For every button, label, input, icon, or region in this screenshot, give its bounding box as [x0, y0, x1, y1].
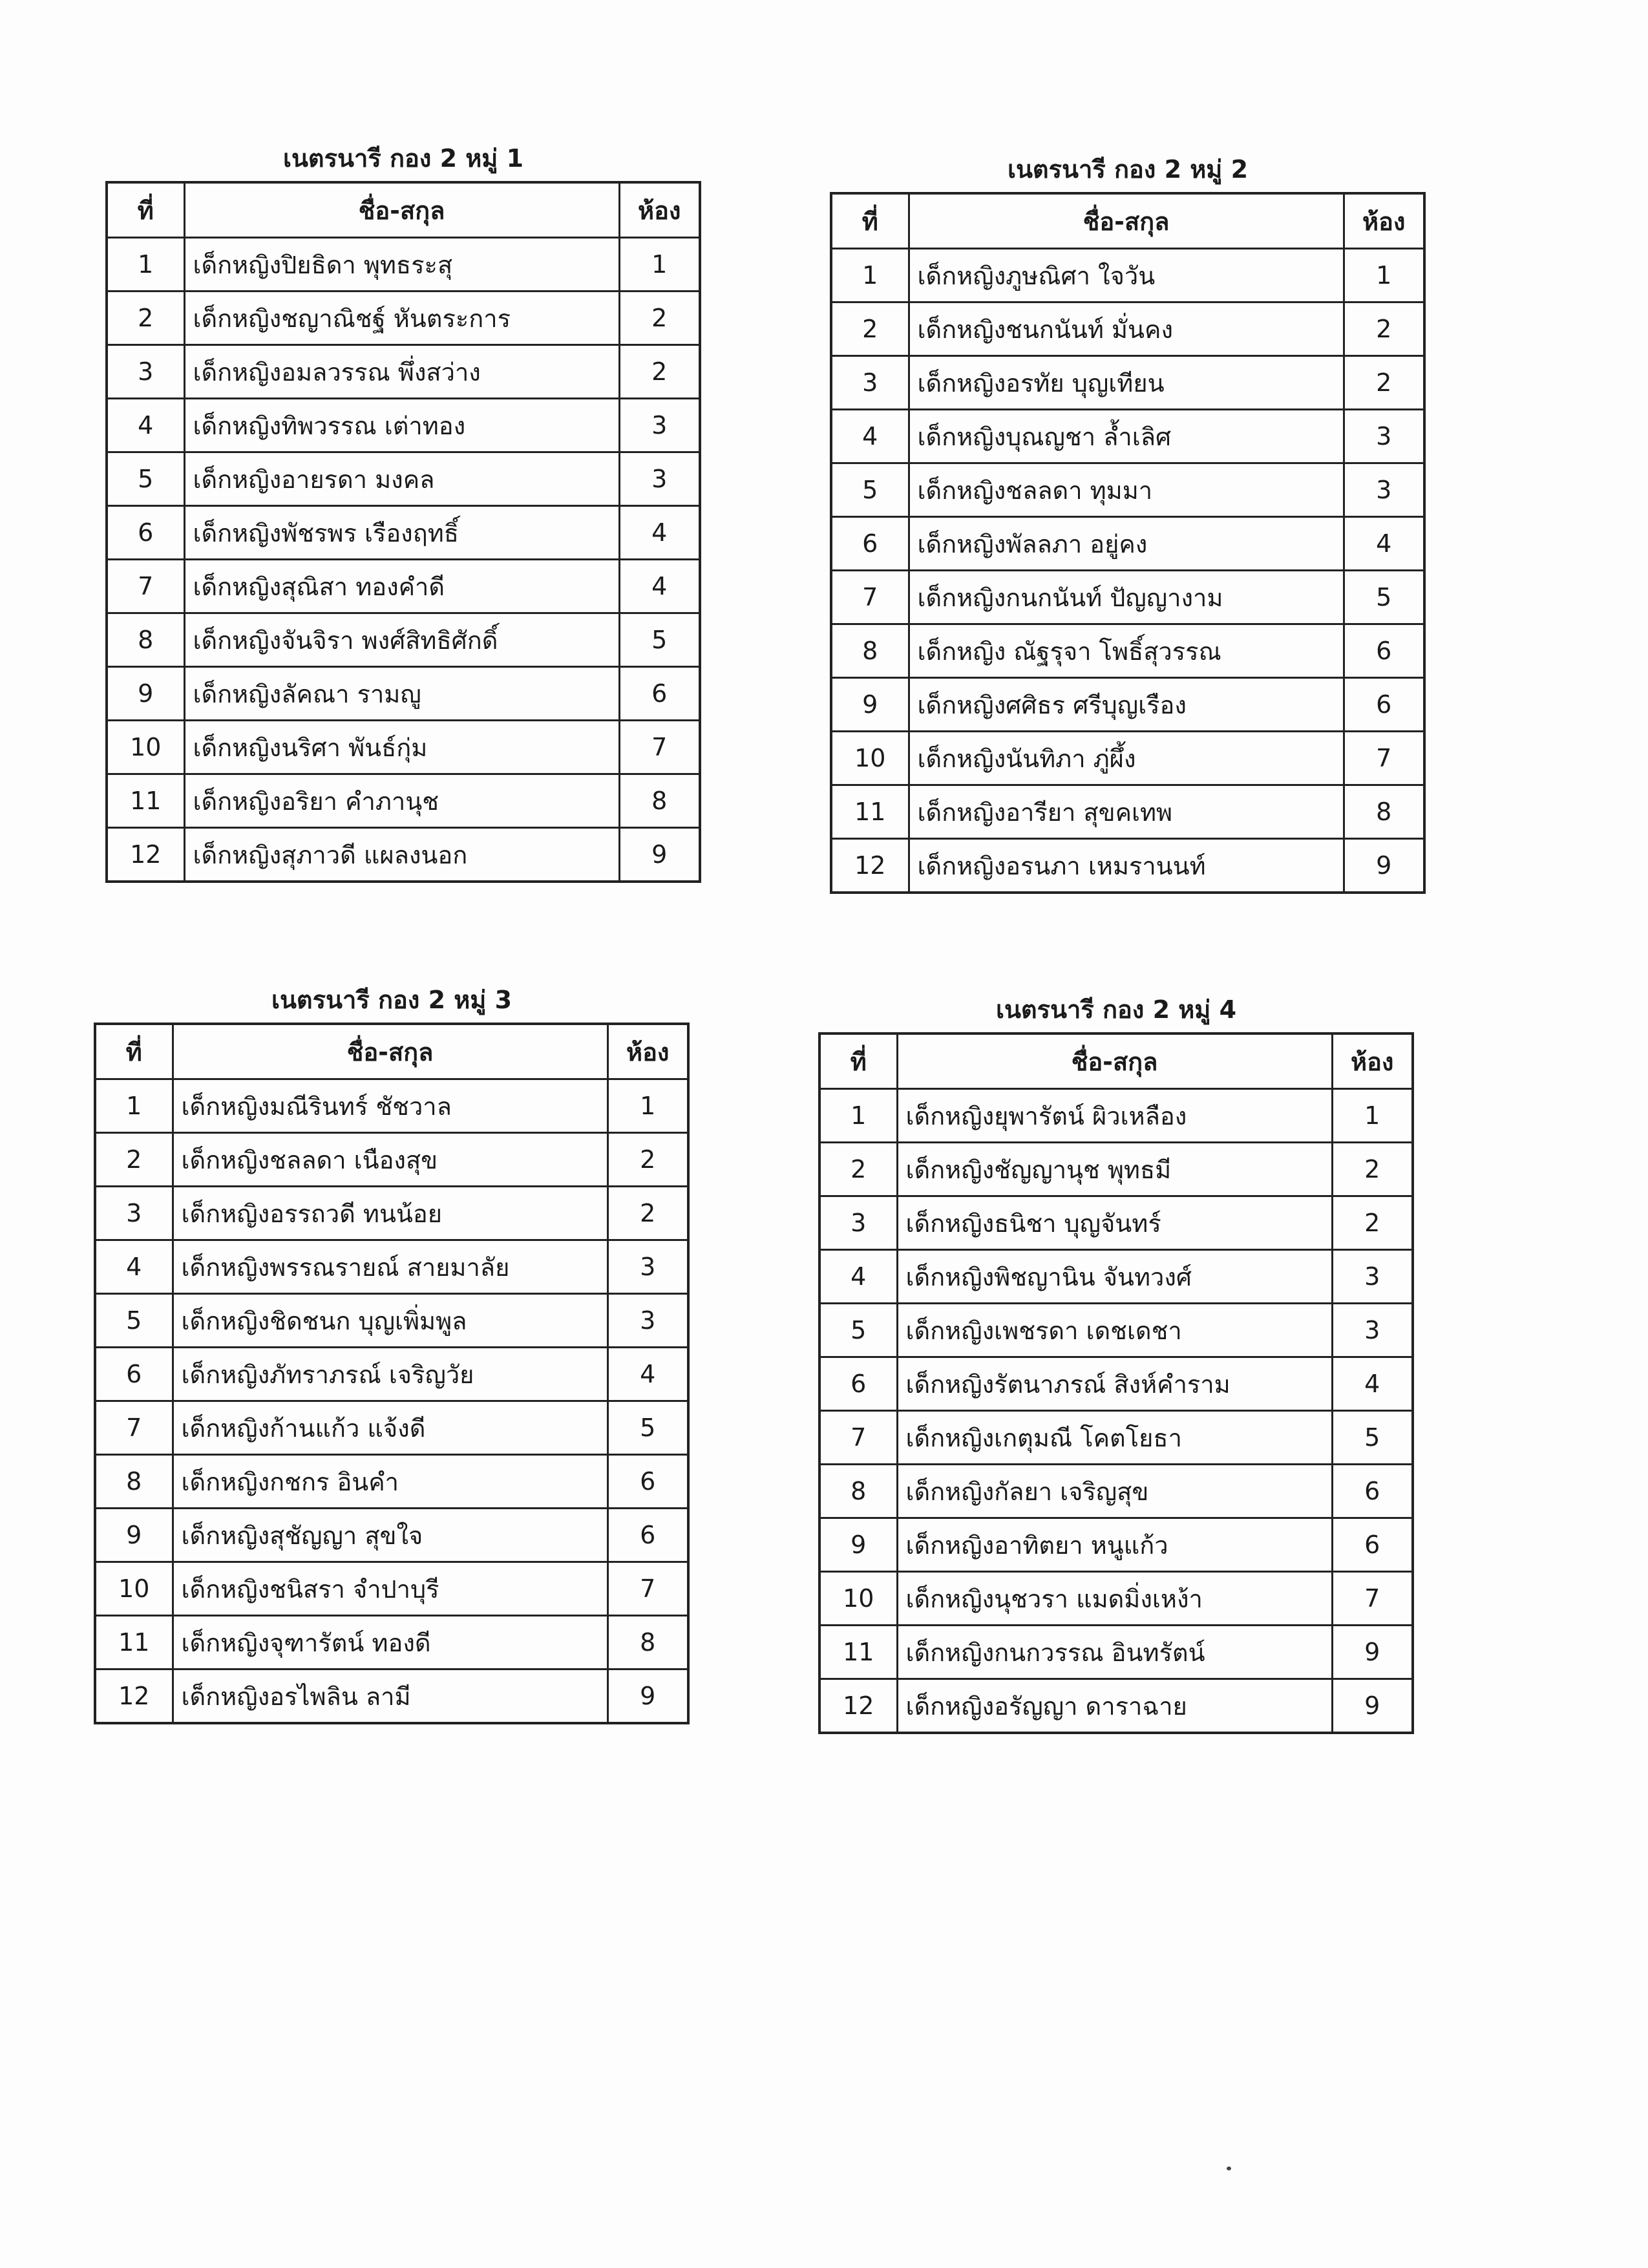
student-name: เด็กหญิงจันจิรา พงศ์สิทธิศักดิ์ — [184, 613, 619, 667]
table-row — [95, 1509, 688, 1562]
table-row — [95, 1348, 688, 1401]
row-number: 4 — [107, 399, 184, 452]
table-row — [819, 1357, 1413, 1411]
row-number: 10 — [95, 1562, 173, 1616]
row-number: 5 — [107, 452, 184, 506]
table-row — [819, 1518, 1413, 1572]
table-row — [107, 828, 700, 882]
column-header-no: ที่ — [95, 1024, 173, 1079]
roster-title: เนตรนารี กอง 2 หมู่ 1 — [282, 144, 524, 173]
column-header-no: ที่ — [107, 182, 184, 238]
student-name: เด็กหญิงยุพารัตน์ ผิวเหลือง — [897, 1089, 1332, 1143]
room-number: 8 — [607, 1616, 688, 1669]
student-name: เด็กหญิงรัตนาภรณ์ สิงห์คำราม — [897, 1357, 1332, 1411]
column-header-room: ห้อง — [607, 1024, 688, 1079]
table-row — [107, 345, 700, 399]
student-name: เด็กหญิง ณัฐรุจา โพธิ์สุวรรณ — [909, 624, 1344, 678]
student-name: เด็กหญิงกนกวรรณ อินทรัตน์ — [897, 1626, 1332, 1679]
room-number: 4 — [607, 1348, 688, 1401]
row-number: 6 — [107, 506, 184, 560]
student-name: เด็กหญิงทิพวรรณ เต่าทอง — [184, 399, 619, 452]
table-row — [107, 399, 700, 452]
student-name: เด็กหญิงชิดชนก บุญเพิ่มพูล — [173, 1294, 607, 1348]
student-name: เด็กหญิงอรัญญา ดาราฉาย — [897, 1679, 1332, 1733]
student-name: เด็กหญิงอรทัย บุญเทียน — [909, 356, 1344, 410]
row-number: 12 — [819, 1679, 897, 1733]
table-row — [107, 774, 700, 828]
room-number: 9 — [619, 828, 700, 882]
table-row — [831, 249, 1424, 302]
table-row — [95, 1187, 688, 1240]
room-number: 3 — [1344, 410, 1424, 463]
room-number: 5 — [1332, 1411, 1413, 1465]
row-number: 10 — [831, 732, 909, 785]
student-name: เด็กหญิงอรนภา เหมรานนท์ — [909, 839, 1344, 893]
row-number: 11 — [831, 785, 909, 839]
column-header-name: ชื่อ-สกุล — [173, 1024, 607, 1079]
row-number: 10 — [819, 1572, 897, 1626]
row-number: 1 — [831, 249, 909, 302]
row-number: 3 — [831, 356, 909, 410]
room-number: 7 — [1344, 732, 1424, 785]
room-number: 4 — [1332, 1357, 1413, 1411]
table-row — [107, 452, 700, 506]
row-number: 8 — [819, 1465, 897, 1518]
column-header-name: ชื่อ-สกุล — [897, 1033, 1332, 1089]
table-row — [95, 1240, 688, 1294]
room-number: 2 — [1332, 1196, 1413, 1250]
room-number: 9 — [607, 1669, 688, 1724]
student-name: เด็กหญิงอรรถวดี ทนน้อย — [173, 1187, 607, 1240]
room-number: 9 — [1332, 1679, 1413, 1733]
column-header-room: ห้อง — [1332, 1033, 1413, 1089]
table-row — [107, 667, 700, 721]
student-name: เด็กหญิงสุชัญญา สุขใจ — [173, 1509, 607, 1562]
student-name: เด็กหญิงสุณิสา ทองคำดี — [184, 560, 619, 613]
row-number: 1 — [107, 238, 184, 291]
table-header-row — [819, 1033, 1413, 1089]
row-number: 7 — [831, 571, 909, 624]
table-row — [831, 571, 1424, 624]
table-row — [107, 613, 700, 667]
table-row — [819, 1250, 1413, 1304]
table-row — [107, 506, 700, 560]
row-number: 8 — [831, 624, 909, 678]
table-row — [831, 678, 1424, 732]
student-name: เด็กหญิงนุชวรา แมดมิ่งเหง้า — [897, 1572, 1332, 1626]
row-number: 4 — [819, 1250, 897, 1304]
room-number: 1 — [607, 1079, 688, 1133]
room-number: 2 — [1332, 1143, 1413, 1196]
table-row — [831, 785, 1424, 839]
student-name: เด็กหญิงภูษณิศา ใจวัน — [909, 249, 1344, 302]
table-row — [819, 1089, 1413, 1143]
table-row — [831, 302, 1424, 356]
student-name: เด็กหญิงเพชรดา เดชเดชา — [897, 1304, 1332, 1357]
student-name: เด็กหญิงภัทราภรณ์ เจริญวัย — [173, 1348, 607, 1401]
student-name: เด็กหญิงชัญญานุช พุทธมี — [897, 1143, 1332, 1196]
table-row — [831, 356, 1424, 410]
row-number: 3 — [95, 1187, 173, 1240]
student-name: เด็กหญิงอารียา สุขคเทพ — [909, 785, 1344, 839]
student-name: เด็กหญิงกัลยา เจริญสุข — [897, 1465, 1332, 1518]
student-name: เด็กหญิงนันทิภา ภู่ผึ้ง — [909, 732, 1344, 785]
room-number: 5 — [1344, 571, 1424, 624]
room-number: 2 — [607, 1187, 688, 1240]
row-number: 2 — [831, 302, 909, 356]
roster-title: เนตรนารี กอง 2 หมู่ 4 — [995, 995, 1237, 1024]
roster-group-3 — [94, 977, 690, 1724]
room-number: 3 — [619, 452, 700, 506]
row-number: 10 — [107, 721, 184, 774]
room-number: 6 — [607, 1455, 688, 1509]
roster-group-1 — [105, 136, 701, 883]
room-number: 2 — [619, 291, 700, 345]
table-row — [819, 1143, 1413, 1196]
table-header-row — [107, 182, 700, 238]
room-number: 2 — [1344, 302, 1424, 356]
room-number: 9 — [1332, 1626, 1413, 1679]
room-number: 3 — [1332, 1304, 1413, 1357]
room-number: 7 — [619, 721, 700, 774]
row-number: 6 — [819, 1357, 897, 1411]
table-row — [819, 1679, 1413, 1733]
table-row — [95, 1562, 688, 1616]
row-number: 9 — [95, 1509, 173, 1562]
table-row — [831, 732, 1424, 785]
room-number: 6 — [1344, 678, 1424, 732]
room-number: 3 — [619, 399, 700, 452]
table-row — [831, 463, 1424, 517]
room-number: 4 — [1344, 517, 1424, 571]
table-header-row — [831, 193, 1424, 249]
room-number: 5 — [619, 613, 700, 667]
table-row — [831, 624, 1424, 678]
room-number: 3 — [1344, 463, 1424, 517]
room-number: 1 — [619, 238, 700, 291]
table-row — [819, 1411, 1413, 1465]
student-name: เด็กหญิงธนิชา บุญจันทร์ — [897, 1196, 1332, 1250]
student-name: เด็กหญิงปิยธิดา พุทธระสุ — [184, 238, 619, 291]
row-number: 4 — [95, 1240, 173, 1294]
row-number: 6 — [95, 1348, 173, 1401]
room-number: 2 — [1344, 356, 1424, 410]
student-name: เด็กหญิงชลลดา ทุมมา — [909, 463, 1344, 517]
student-name: เด็กหญิงลัคณา รามญู — [184, 667, 619, 721]
table-row — [819, 1304, 1413, 1357]
room-number: 2 — [619, 345, 700, 399]
row-number: 5 — [831, 463, 909, 517]
student-name: เด็กหญิงอาทิตยา หนูแก้ว — [897, 1518, 1332, 1572]
room-number: 9 — [1344, 839, 1424, 893]
room-number: 8 — [1344, 785, 1424, 839]
student-name: เด็กหญิงชนกนันท์ มั่นคง — [909, 302, 1344, 356]
room-number: 7 — [607, 1562, 688, 1616]
student-name: เด็กหญิงพิชญานิน จันทวงศ์ — [897, 1250, 1332, 1304]
row-number: 5 — [95, 1294, 173, 1348]
student-name: เด็กหญิงพัลลภา อยู่คง — [909, 517, 1344, 571]
room-number: 3 — [607, 1240, 688, 1294]
row-number: 9 — [831, 678, 909, 732]
row-number: 12 — [107, 828, 184, 882]
table-row — [819, 1626, 1413, 1679]
row-number: 11 — [819, 1626, 897, 1679]
student-name: เด็กหญิงนริศา พันธ์กุ่ม — [184, 721, 619, 774]
room-number: 6 — [1332, 1465, 1413, 1518]
row-number: 3 — [819, 1196, 897, 1250]
student-name: เด็กหญิงอมลวรรณ พึ่งสว่าง — [184, 345, 619, 399]
row-number: 2 — [819, 1143, 897, 1196]
room-number: 3 — [607, 1294, 688, 1348]
student-name: เด็กหญิงบุณญชา ล้ำเลิศ — [909, 410, 1344, 463]
room-number: 4 — [619, 506, 700, 560]
table-row — [831, 410, 1424, 463]
room-number: 5 — [607, 1401, 688, 1455]
row-number: 6 — [831, 517, 909, 571]
student-name: เด็กหญิงอายรดา มงคล — [184, 452, 619, 506]
student-name: เด็กหญิงจุฑารัตน์ ทองดี — [173, 1616, 607, 1669]
student-name: เด็กหญิงกนกนันท์ ปัญญางาม — [909, 571, 1344, 624]
row-number: 7 — [107, 560, 184, 613]
student-name: เด็กหญิงมณีรินทร์ ชัชวาล — [173, 1079, 607, 1133]
column-header-no: ที่ — [819, 1033, 897, 1089]
row-number: 2 — [107, 291, 184, 345]
room-number: 7 — [1332, 1572, 1413, 1626]
row-number: 12 — [95, 1669, 173, 1724]
table-row — [95, 1133, 688, 1187]
table-row — [107, 238, 700, 291]
table-row — [819, 1572, 1413, 1626]
roster-group-2 — [830, 147, 1426, 894]
student-name: เด็กหญิงเกตุมณี โคตโยธา — [897, 1411, 1332, 1465]
roster-title: เนตรนารี กอง 2 หมู่ 3 — [271, 986, 512, 1014]
row-number: 9 — [819, 1518, 897, 1572]
column-header-room: ห้อง — [1344, 193, 1424, 249]
student-name: เด็กหญิงก้านแก้ว แจ้งดี — [173, 1401, 607, 1455]
room-number: 4 — [619, 560, 700, 613]
student-name: เด็กหญิงกชกร อินคำ — [173, 1455, 607, 1509]
table-row — [831, 839, 1424, 893]
room-number: 2 — [607, 1133, 688, 1187]
roster-group-4 — [818, 987, 1414, 1734]
table-row — [95, 1455, 688, 1509]
row-number: 9 — [107, 667, 184, 721]
room-number: 1 — [1344, 249, 1424, 302]
column-header-name: ชื่อ-สกุล — [909, 193, 1344, 249]
row-number: 4 — [831, 410, 909, 463]
row-number: 8 — [107, 613, 184, 667]
student-name: เด็กหญิงสุภาวดี แผลงนอก — [184, 828, 619, 882]
table-row — [95, 1079, 688, 1133]
table-row — [95, 1669, 688, 1724]
table-header-row — [95, 1024, 688, 1079]
student-name: เด็กหญิงพรรณรายณ์ สายมาลัย — [173, 1240, 607, 1294]
student-name: เด็กหญิงชลลดา เนืองสุข — [173, 1133, 607, 1187]
table-row — [107, 560, 700, 613]
row-number: 5 — [819, 1304, 897, 1357]
roster-table — [105, 181, 701, 883]
row-number: 7 — [95, 1401, 173, 1455]
scan-speck — [1227, 2167, 1231, 2170]
table-row — [107, 721, 700, 774]
column-header-no: ที่ — [831, 193, 909, 249]
row-number: 11 — [107, 774, 184, 828]
room-number: 1 — [1332, 1089, 1413, 1143]
roster-table — [830, 192, 1426, 894]
table-row — [107, 291, 700, 345]
student-name: เด็กหญิงพัชรพร เรืองฤทธิ์ — [184, 506, 619, 560]
student-name: เด็กหญิงชญาณิชฐ์ หันตระการ — [184, 291, 619, 345]
room-number: 8 — [619, 774, 700, 828]
row-number: 2 — [95, 1133, 173, 1187]
table-row — [819, 1465, 1413, 1518]
row-number: 8 — [95, 1455, 173, 1509]
row-number: 1 — [95, 1079, 173, 1133]
row-number: 3 — [107, 345, 184, 399]
roster-table — [94, 1023, 690, 1724]
column-header-name: ชื่อ-สกุล — [184, 182, 619, 238]
room-number: 3 — [1332, 1250, 1413, 1304]
student-name: เด็กหญิงศศิธร ศรีบุญเรือง — [909, 678, 1344, 732]
table-row — [831, 517, 1424, 571]
table-row — [95, 1401, 688, 1455]
room-number: 6 — [1344, 624, 1424, 678]
row-number: 11 — [95, 1616, 173, 1669]
row-number: 12 — [831, 839, 909, 893]
roster-table — [818, 1032, 1414, 1734]
table-row — [95, 1616, 688, 1669]
student-name: เด็กหญิงอริยา คำภานุช — [184, 774, 619, 828]
roster-title: เนตรนารี กอง 2 หมู่ 2 — [1007, 155, 1249, 184]
column-header-room: ห้อง — [619, 182, 700, 238]
row-number: 1 — [819, 1089, 897, 1143]
student-name: เด็กหญิงอรไพลิน ลามี — [173, 1669, 607, 1724]
student-name: เด็กหญิงชนิสรา จำปาบุรี — [173, 1562, 607, 1616]
row-number: 7 — [819, 1411, 897, 1465]
room-number: 6 — [1332, 1518, 1413, 1572]
room-number: 6 — [619, 667, 700, 721]
table-row — [95, 1294, 688, 1348]
room-number: 6 — [607, 1509, 688, 1562]
table-row — [819, 1196, 1413, 1250]
